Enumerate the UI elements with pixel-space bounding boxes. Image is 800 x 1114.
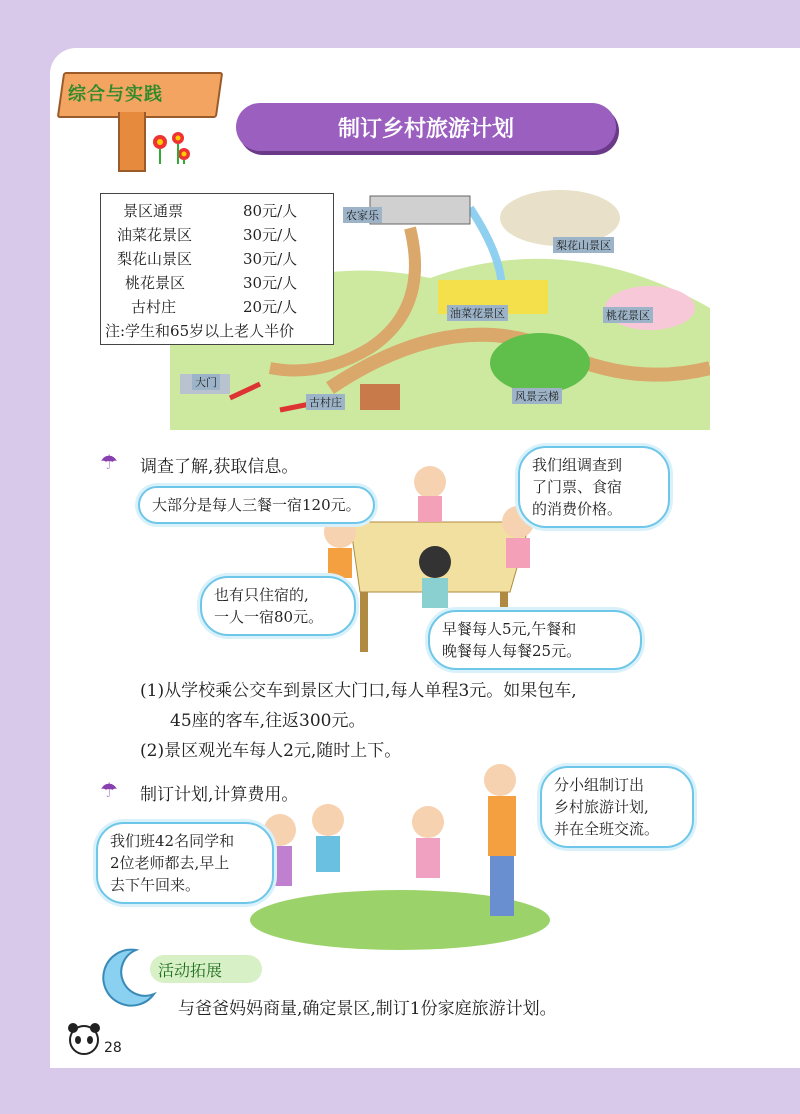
page-number: 28	[104, 1040, 122, 1056]
item-2: (2)景区观光车每人2元,随时上下。	[140, 741, 402, 761]
speech-bubble	[96, 822, 274, 904]
speech-bubble	[518, 446, 670, 528]
section-tag: 综合与实践	[68, 84, 163, 105]
bubble-line: 早餐每人5元,午餐和	[442, 620, 577, 638]
speech-bubble: 大部分是每人三餐一宿120元。	[138, 486, 375, 524]
bubble-line: 也有只住宿的,	[214, 586, 309, 604]
map-label-ladder: 风景云梯	[512, 388, 562, 404]
bubble-line: 去下午回来。	[110, 876, 201, 894]
moon-icon	[96, 944, 160, 1008]
bubble-line: 的消费价格。	[532, 500, 623, 518]
step1-heading: 调查了解,获取信息。	[140, 457, 299, 477]
page-title: 制订乡村旅游计划	[337, 117, 514, 142]
item-1-line-1: (1)从学校乘公交车到景区大门口,每人单程3元。如果包车,	[140, 681, 577, 701]
bubble-line: 2位老师都去,早上	[110, 854, 230, 872]
panda-icon	[64, 1018, 104, 1058]
map-label-gate: 大门	[192, 374, 220, 390]
price-row-name: 梨花山景区	[117, 250, 193, 268]
price-row-value: 30元/人	[243, 274, 298, 292]
price-note: 注:学生和65岁以上老人半价	[105, 322, 295, 340]
activity-label: 活动拓展	[158, 961, 223, 980]
speech-bubble	[428, 610, 642, 670]
bubble-line: 一人一宿80元。	[214, 608, 324, 626]
speech-bubble	[200, 576, 356, 636]
price-row-value: 80元/人	[243, 202, 298, 220]
umbrella-icon: ☂	[100, 778, 118, 802]
bubble-line: 并在全班交流。	[554, 820, 660, 838]
price-row-value: 20元/人	[243, 298, 298, 316]
flowers-illustration	[150, 130, 194, 166]
bubble-line: 我们组调查到	[532, 456, 623, 474]
speech-bubble	[540, 766, 694, 848]
bubble-line: 我们班42名同学和	[110, 832, 235, 850]
umbrella-icon: ☂	[100, 450, 118, 474]
map-label-pear-hill: 梨花山景区	[553, 237, 614, 253]
teacher-students-illustration	[250, 760, 550, 950]
price-row-value: 30元/人	[243, 226, 298, 244]
map-label-old-village: 古村庄	[306, 394, 345, 410]
map-label-rapeseed: 油菜花景区	[447, 305, 508, 321]
price-row-name: 景区通票	[123, 202, 184, 220]
bubble-line: 晚餐每人每餐25元。	[442, 642, 582, 660]
map-label-peach: 桃花景区	[603, 307, 653, 323]
item-1-line-2: 45座的客车,往返300元。	[170, 711, 366, 731]
price-row-name: 油菜花景区	[117, 226, 193, 244]
price-row-name: 古村庄	[131, 298, 177, 316]
bubble-line: 了门票、食宿	[532, 478, 623, 496]
price-row-name: 桃花景区	[125, 274, 186, 292]
price-row-value: 30元/人	[243, 250, 298, 268]
price-board	[100, 193, 334, 345]
map-label-farmhouse: 农家乐	[343, 207, 382, 223]
activity-text: 与爸爸妈妈商量,确定景区,制订1份家庭旅游计划。	[178, 999, 557, 1019]
bubble-line: 分小组制订出	[554, 776, 645, 794]
step2-heading: 制订计划,计算费用。	[140, 785, 299, 805]
sign-post	[118, 112, 146, 172]
bubble-line: 乡村旅游计划,	[554, 798, 649, 816]
